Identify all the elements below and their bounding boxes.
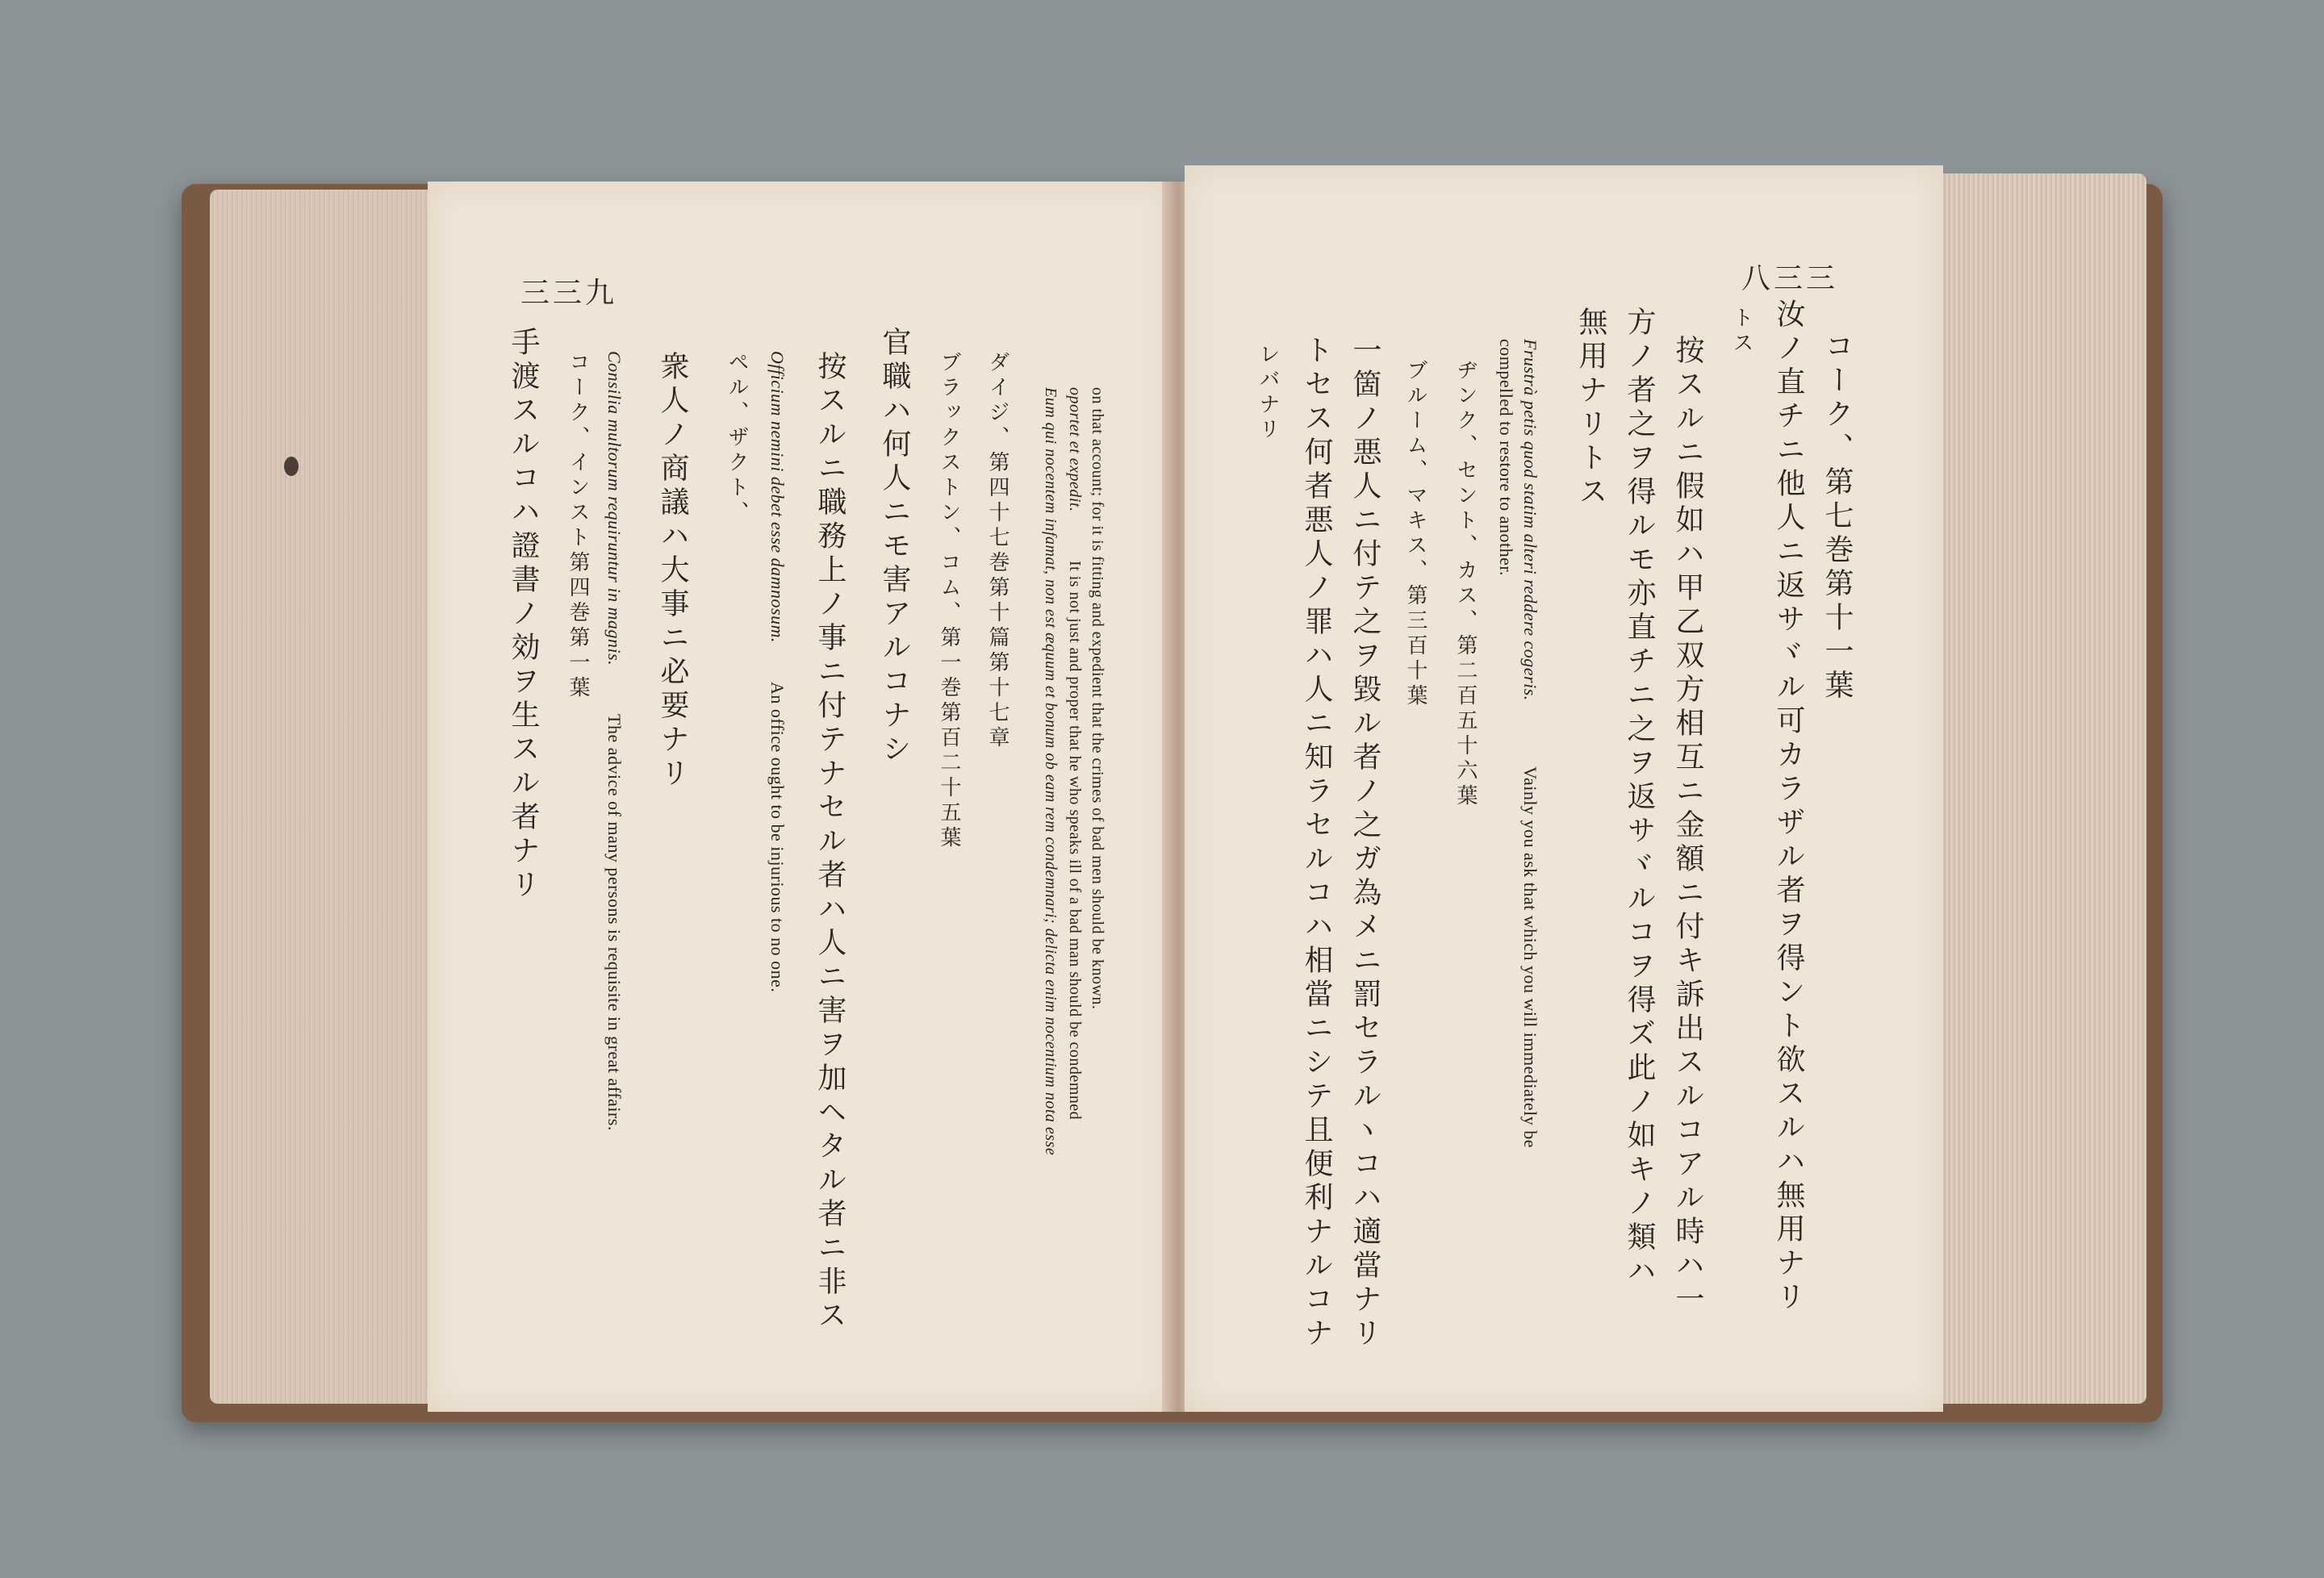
right-page-number: 八三三 [1741,262,1839,295]
left-line-11: ブラックストン、コム、第一巻第百二十五葉 [937,351,961,851]
left-line-1: 手渡スルコハ證書ノ効ヲ生スル者ナリ [507,327,540,903]
left-line-8: An office ought to be injurious to no one. [767,682,788,993]
left-line-5: 衆人ノ商議ハ大事ニ必要ナリ [656,351,689,791]
left-line-7: Officium nemini debet esse damnosum. [767,351,788,643]
left-page [428,182,1172,1412]
left-line-3: Consilia multorum requiruntur in magnis. [604,351,625,666]
left-line-12: ダイジ、第四十七巻第十篇第十七章 [985,351,1009,751]
left-line-14: oportet et expedit. [1066,387,1084,512]
left-line-6: ペル、ザクト、 [725,351,749,526]
right-line-6: 無用ナリトス [1574,307,1607,510]
right-line-1: コーク、第七巻第十一葉 [1820,331,1854,703]
right-line-12: 一箇ノ悪人ニ付テ之ヲ毀ル者ノ之ガ為メニ罰セラルヽコハ適當ナリ [1348,335,1381,1351]
right-line-2: 汝ノ直チニ他人ニ返サヾル可カラザル者ヲ得ント欲スルハ無用ナリ [1772,298,1805,1315]
left-line-15: It is not just and proper that he who speaks ill of a bad man should be condemned [1066,561,1084,1121]
binding-hole [284,457,299,476]
right-line-14: レバナリ [1256,343,1280,443]
left-line-13: Eum qui nocentem infamat, non est æquum et bonum ob eam rem condemnari; delicta enim nocentium nota esse [1042,387,1060,1156]
right-line-7: Frustrà petis quod statim alteri reddere cogeris. [1520,339,1540,701]
left-line-10: 官職ハ何人ニモ害アルコナシ [878,327,911,767]
right-line-13: トセス何者悪人ノ罪ハ人ニ知ラセルコハ相當ニシテ且便利ナルコナ [1300,335,1333,1351]
right-line-5: 方ノ者之ヲ得ルモ亦直チニ之ヲ返サヾルコヲ得ズ此ノ如キノ類ハ [1623,307,1656,1289]
right-page [1185,165,1943,1412]
right-line-3: トス [1729,307,1753,357]
right-line-9: compelled to restore to another. [1496,339,1516,576]
left-line-16: on that account; for it is fitting and expedient that the crimes of bad men should be known. [1089,387,1106,1010]
left-line-4: The advice of many persons is requisite in great affairs. [604,714,625,1131]
right-line-10: ヂンク、セント、カス、第二百五十六葉 [1453,359,1478,809]
right-line-4: 按スルニ假如ハ甲乙双方相互ニ金額ニ付キ訴出スルコアル時ハ一 [1671,335,1704,1317]
left-line-9: 按スルニ職務上ノ事ニ付テナセル者ハ人ニ害ヲ加ヘタル者ニ非ス [813,351,846,1334]
right-line-8: Vainly you ask that which you will immediately be [1520,766,1540,1148]
page-edges-left [210,190,452,1404]
left-page-number: 三三九 [520,277,618,310]
page-edges-right [1912,173,2146,1404]
left-line-2: コーク、インスト第四巻第一葉 [566,351,590,701]
right-line-11: ブルーム、マキス、第三百十葉 [1403,359,1427,709]
